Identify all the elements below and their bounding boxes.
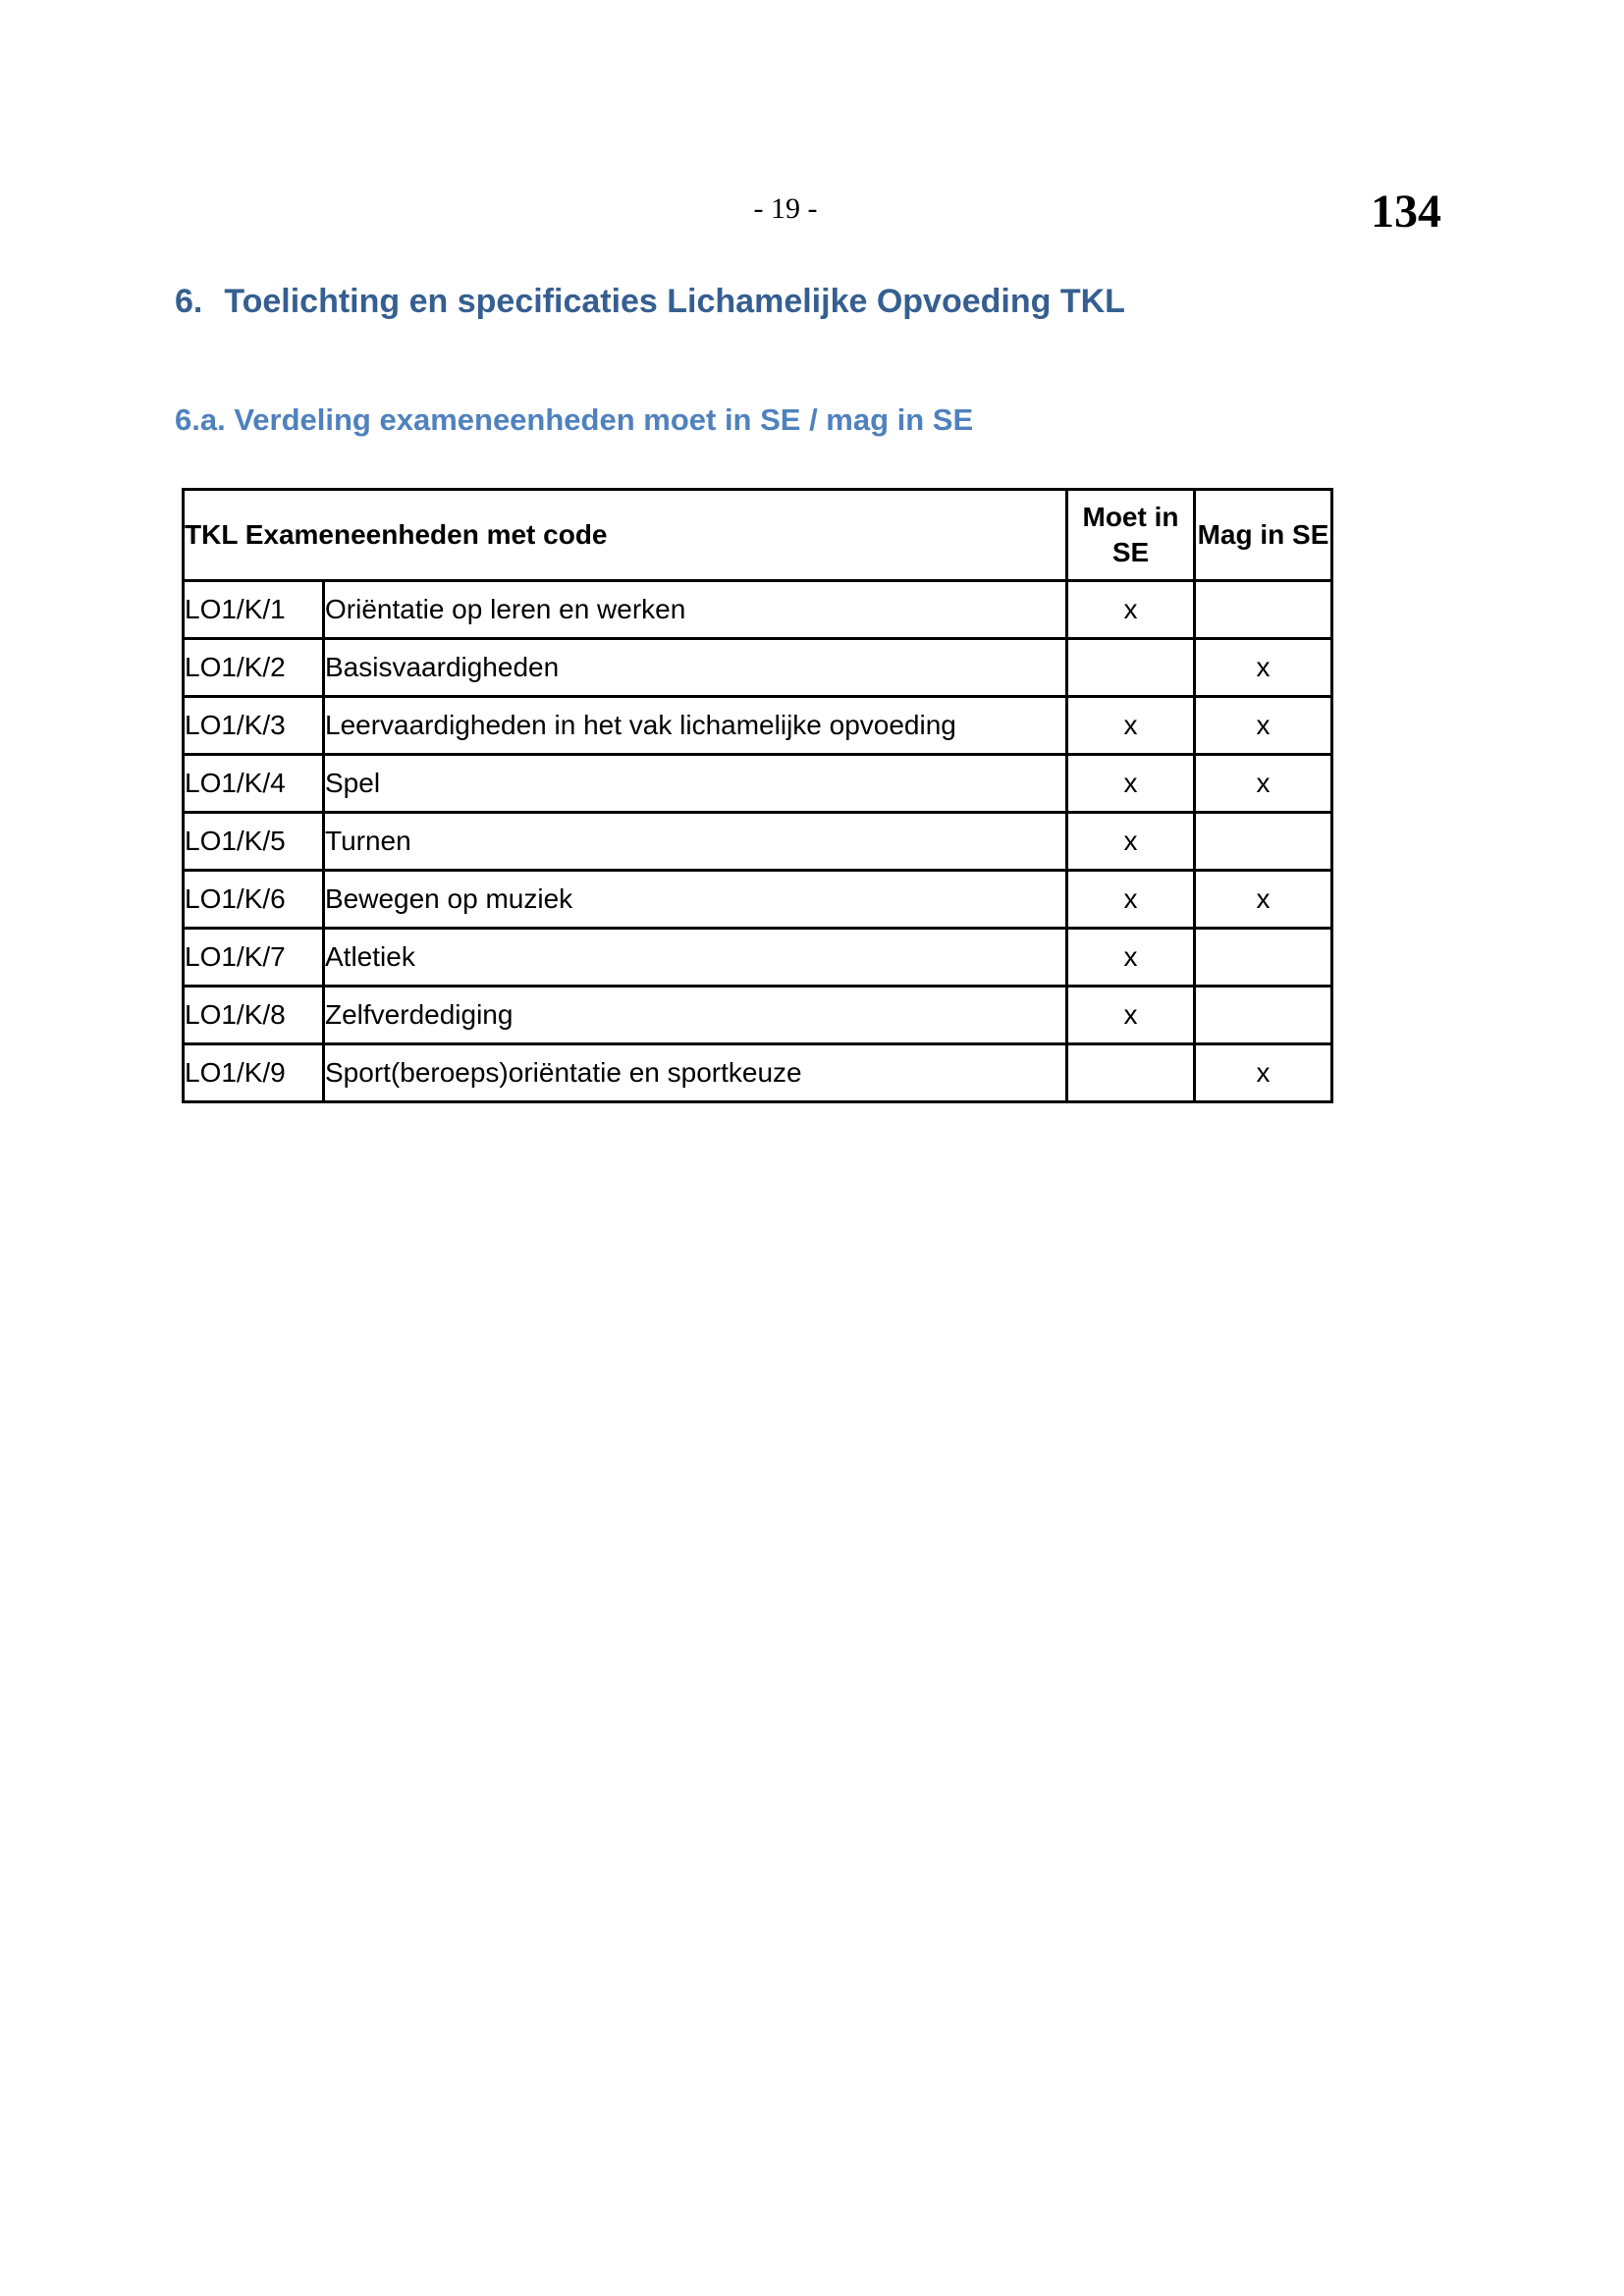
section-heading-number: 6. [175, 283, 203, 320]
table-row [184, 813, 1332, 871]
cell-mag [1195, 929, 1332, 987]
cell-moet: x [1067, 581, 1195, 639]
cell-code: LO1/K/1 [184, 581, 324, 639]
cell-code: LO1/K/4 [184, 755, 324, 813]
cell-moet: x [1067, 929, 1195, 987]
cell-description: Oriëntatie op leren en werken [324, 581, 1067, 639]
cell-code: LO1/K/8 [184, 987, 324, 1044]
table-row [184, 1044, 1332, 1102]
cell-mag: x [1195, 871, 1332, 929]
cell-moet: x [1067, 697, 1195, 755]
page-number: - 19 - [753, 192, 818, 225]
cell-mag [1195, 581, 1332, 639]
table-row [184, 929, 1332, 987]
cell-description: Leervaardigheden in het vak lichamelijke opvoeding [324, 697, 1067, 755]
cell-description: Zelfverdediging [324, 987, 1067, 1044]
cell-description: Sport(beroeps)oriëntatie en sportkeuze [324, 1044, 1067, 1102]
cell-code: LO1/K/7 [184, 929, 324, 987]
cell-moet [1067, 639, 1195, 697]
cell-mag: x [1195, 639, 1332, 697]
cell-description: Basisvaardigheden [324, 639, 1067, 697]
section-heading-text: Toelichting en specificaties Lichamelijke Opvoeding TKL [224, 283, 1125, 320]
cell-code: LO1/K/9 [184, 1044, 324, 1102]
cell-description: Turnen [324, 813, 1067, 871]
cell-code: LO1/K/2 [184, 639, 324, 697]
cell-moet: x [1067, 813, 1195, 871]
table-row [184, 755, 1332, 813]
cell-description: Atletiek [324, 929, 1067, 987]
corner-page-number: 134 [1371, 186, 1441, 238]
cell-description: Bewegen op muziek [324, 871, 1067, 929]
cell-mag [1195, 813, 1332, 871]
table-header-row [184, 490, 1332, 581]
table-row [184, 581, 1332, 639]
column-header-moet-in-se: Moet in SE [1067, 490, 1195, 581]
section-heading [175, 283, 1125, 321]
exam-units-table [182, 488, 1333, 1103]
cell-code: LO1/K/3 [184, 697, 324, 755]
table-row [184, 639, 1332, 697]
cell-description: Spel [324, 755, 1067, 813]
cell-moet: x [1067, 987, 1195, 1044]
table-row [184, 871, 1332, 929]
cell-mag: x [1195, 697, 1332, 755]
cell-moet: x [1067, 871, 1195, 929]
cell-code: LO1/K/6 [184, 871, 324, 929]
column-header-mag-in-se: Mag in SE [1195, 490, 1332, 581]
cell-code: LO1/K/5 [184, 813, 324, 871]
cell-moet [1067, 1044, 1195, 1102]
exam-table-body [184, 581, 1332, 1102]
table-row [184, 987, 1332, 1044]
subsection-heading: 6.a. Verdeling exameneenheden moet in SE / mag in SE [175, 402, 974, 437]
cell-moet: x [1067, 755, 1195, 813]
cell-mag: x [1195, 755, 1332, 813]
table-row [184, 697, 1332, 755]
cell-mag [1195, 987, 1332, 1044]
column-header-exam-units: TKL Exameneenheden met code [184, 490, 1067, 581]
cell-mag: x [1195, 1044, 1332, 1102]
